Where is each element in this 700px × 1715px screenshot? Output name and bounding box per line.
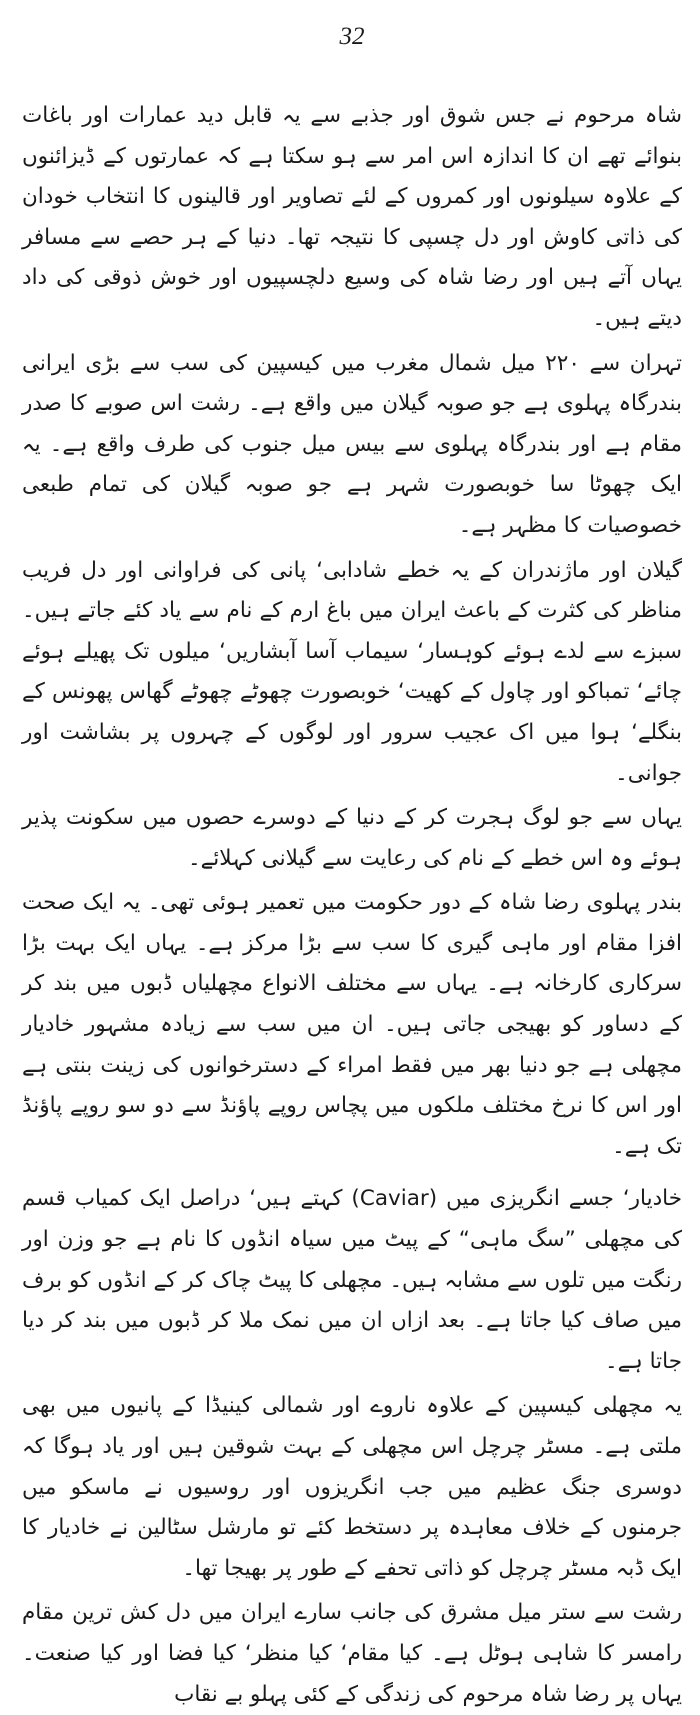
paragraph-caviar: خادیار‘ جسے انگریزی میں (Caviar) کہتے ہیں‘ دراصل ایک کمیاب قسم کی مچھلی ”سگ ماہی“ کے پیٹ میں سیاہ انڈوں کا نام ہے جو وزن اور رنگت میں تلوں سے مشابہ ہیں۔ مچھلی کا پیٹ چاک کر کے انڈوں کو برف میں صاف کیا جاتا ہے۔ بعد ازاں ان میں نمک ملا کر ڈبوں میں بند کر دیا جاتا ہے۔ (22, 1186, 682, 1374)
paragraph-ramsar: رشت سے ستر میل مشرق کی جانب سارے ایران میں دل کش ترین مقام رامسر کا شاہی ہوٹل ہے۔ کیا مقام‘ کیا منظر‘ کیا فضا اور کیا صنعت۔ یہاں پر رضا شاہ مرحوم کی زندگی کے کئی پہلو بے نقاب (22, 1600, 682, 1707)
paragraph-bandar-pahlavi: بندر پہلوی رضا شاہ کے دور حکومت میں تعمیر ہوئی تھی۔ یہ ایک صحت افزا مقام اور ماہی گیری کا سب سے بڑا مرکز ہے۔ یہاں ایک بہت بڑا سرکاری کارخانہ ہے۔ یہاں سے مختلف الانواع مچھلیاں ڈبوں میں بند کر کے دساور کو بھیجی جاتی ہیں۔ ان میں سب سے زیادہ مشہور خادیار مچھلی ہے جو دنیا بھر میں فقط امراء کے دسترخوانوں کی زینت بنتی ہے اور اس کا نرخ مختلف ملکوں میں پچاس روپے پاؤنڈ سے دو سو روپے پاؤنڈ تک ہے۔ (22, 890, 682, 1159)
paragraph-gilani-migrants: یہاں سے جو لوگ ہجرت کر کے دنیا کے دوسرے حصوں میں سکونت پذیر ہوئے وہ اس خطے کے نام کی رعایت سے گیلانی کہلائے۔ (22, 805, 682, 871)
paragraph-gilan-mazandaran: گیلان اور ماژندران کے یہ خطے شادابی‘ پانی کی فراوانی اور دل فریب مناظر کی کثرت کے باعث ایران میں باغ ارم کے نام سے یاد کئے جاتے ہیں۔ سبزے سے لدے ہوئے کوہسار‘ سیماب آسا آبشاریں‘ میلوں تک پھیلے ہوئے چائے‘ تمباکو اور چاول کے کھیت‘ خوبصورت چھوٹے چھوٹے گھاس پھونس کے بنگلے‘ ہوا میں اک عجیب سرور اور لوگوں کے چہروں پر بشاشت اور جوانی۔ (22, 557, 682, 786)
paragraph-churchill: یہ مچھلی کیسپین کے علاوہ ناروے اور شمالی کینیڈا کے پانیوں میں بھی ملتی ہے۔ مسٹر چرچل اس مچھلی کے بہت شوقین ہیں اور یاد ہوگا کہ دوسری جنگ عظیم میں جب انگریزوں اور روسیوں نے ماسکو میں جرمنوں کے خلاف معاہدہ پر دستخط کئے تو مارشل سٹالین نے خادیار کا ایک ڈبہ مسٹر چرچل کو ذاتی تحفے کے طور پر بھیجا تھا۔ (22, 1393, 682, 1581)
paragraph-tehran-pahlavi: تہران سے ۲۲۰ میل شمال مغرب میں کیسپین کی سب سے بڑی ایرانی بندرگاہ پہلوی ہے جو صوبہ گیلان میں واقع ہے۔ رشت اس صوبے کا صدر مقام ہے اور بندرگاہ پہلوی سے بیس میل جنوب کی طرف واقع ہے۔ یہ ایک چھوٹا سا خوبصورت شہر ہے جو صوبہ گیلان کی تمام طبعی خصوصیات کا مظہر ہے۔ (22, 350, 682, 538)
paragraph-reza-shah-buildings: شاہ مرحوم نے جس شوق اور جذبے سے یہ قابل دید عمارات اور باغات بنوائے تھے ان کا اندازہ اس امر سے ہو سکتا ہے کہ عمارتوں کے ڈیزائنوں کے علاوہ سیلونوں اور کمروں کے لئے تصاویر اور قالینوں کا انتخاب خودان کی ذاتی کاوش اور دل چسپی کا نتیجہ تھا۔ دنیا کے ہر حصے سے مسافر یہاں آتے ہیں اور رضا شاہ کی وسیع دلچسپیوں اور خوش ذوقی کی داد دیتے ہیں۔ (22, 103, 682, 331)
page-number: 32 (339, 23, 365, 50)
